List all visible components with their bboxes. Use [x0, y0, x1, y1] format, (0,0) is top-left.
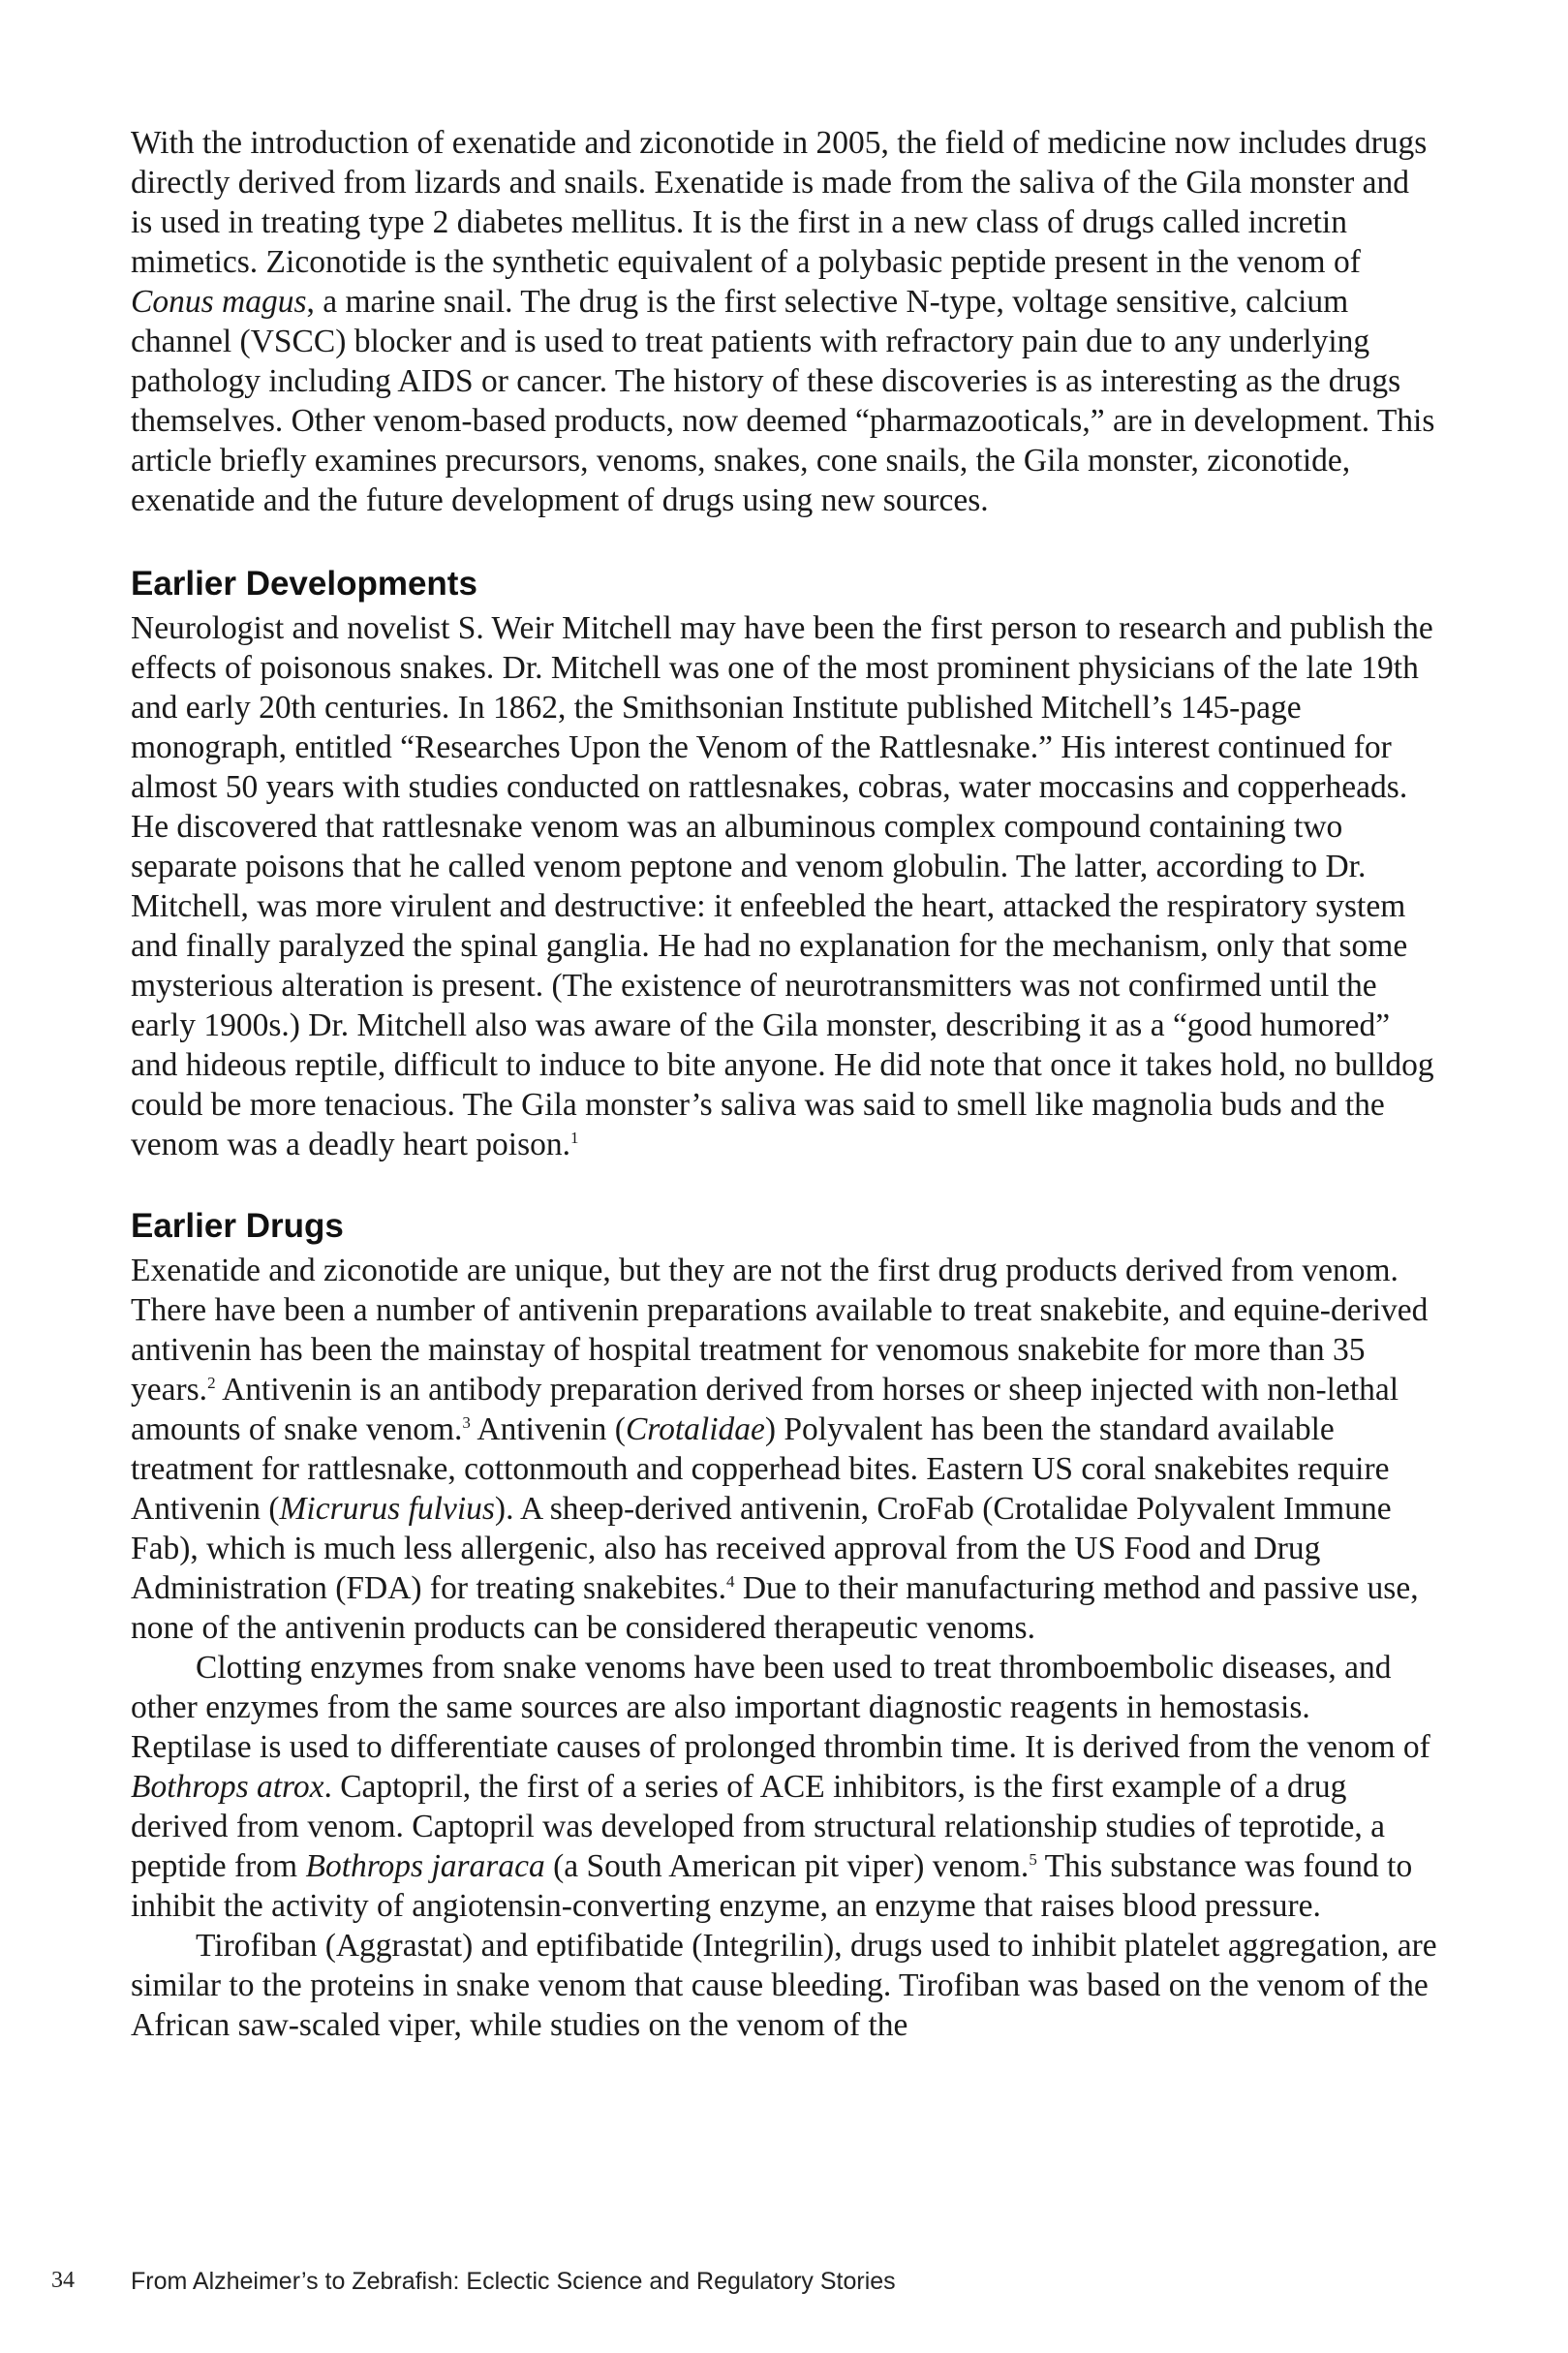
- species-name: Conus magus: [131, 284, 307, 320]
- section-heading-earlier-drugs: Earlier Drugs: [131, 1207, 344, 1245]
- page-number: 34: [51, 2268, 75, 2293]
- running-title: From Alzheimer’s to Zebrafish: Eclectic Science and Regulatory Stories: [131, 2268, 896, 2295]
- section-heading-earlier-developments: Earlier Developments: [131, 565, 477, 603]
- page-footer: [0, 2268, 1568, 2307]
- footnote-ref: 3: [462, 1412, 471, 1432]
- section2-paragraph-3: Tirofiban (Aggrastat) and eptifibatide (Integrilin), drugs used to inhibit platelet aggregation, are similar to the proteins in snake venom that cause bleeding. Tirofiban was based on the venom of the African saw-scaled viper, while studies on the venom of the: [131, 1928, 1437, 2043]
- footnote-ref: 4: [725, 1571, 735, 1591]
- section2-paragraph-1: Exenatide and ziconotide are unique, but they are not the first drug products derived from venom. There have been a number of antivenin preparations available to treat snakebite, and equine-derived antivenin has been the mainstay of hospital treatment for venomous snakebite for more than 35 years.$^2$ Antivenin is an antibody preparation derived from horses or sheep injected with non-lethal amounts of snake venom.$^3$ Antivenin (Crotalidae) Polyvalent has been the standard available treatment for rattlesnake, cottonmouth and copperhead bites. Eastern US coral snakebites require Antivenin (Micrurus fulvius). A sheep-derived antivenin, CroFab (Crotalidae Polyvalent Immune Fab), which is much less allergenic, also has received approval from the US Food and Drug Administration (FDA) for treating snakebites.$^4$ Due to their manufacturing method and passive use, none of the antivenin products can be considered therapeutic venoms.: [131, 1253, 1429, 1646]
- page-body: [131, 123, 1438, 2045]
- intro-paragraph: With the introduction of exenatide and ziconotide in 2005, the field of medicine now includes drugs directly derived from lizards and snails. Exenatide is made from the saliva of the Gila monster and is used in treating type 2 diabetes mellitus. It is the first in a new class of drugs called incretin mimetics. Ziconotide is the synthetic equivalent of a polybasic peptide present in the venom of Conus magus, a marine snail. The drug is the first selective N-type, voltage sensitive, calcium channel (VSCC) blocker and is used to treat patients with refractory pain due to any underlying pathology including AIDS or cancer. The history of these discoveries is as interesting as the drugs themselves. Other venom-based products, now deemed “pharmazooticals,” are in development. This article briefly examines precursors, venoms, snakes, cone snails, the Gila monster, ziconotide, exenatide and the future development of drugs using new sources.: [131, 125, 1435, 518]
- species-name: Micrurus fulvius: [279, 1491, 495, 1527]
- species-name: Bothrops atrox: [131, 1769, 324, 1805]
- section1-paragraph: Neurologist and novelist S. Weir Mitchell may have been the first person to research and publish the effects of poisonous snakes. Dr. Mitchell was one of the most prominent physicians of the late 19th and early 20th centuries. In 1862, the Smithsonian Institute published Mitchell’s 145-page monograph, entitled “Researches Upon the Venom of the Rattlesnake.” His interest continued for almost 50 years with studies conducted on rattlesnakes, cobras, water moccasins and copperheads. He discovered that rattlesnake venom was an albuminous complex compound containing two separate poisons that he called venom peptone and venom globulin. The latter, according to Dr. Mitchell, was more virulent and destructive: it enfeebled the heart, attacked the respiratory system and finally paralyzed the spinal ganglia. He had no explanation for the mechanism, only that some mysterious alteration is present. (The existence of neurotransmitters was not confirmed until the early 1900s.) Dr. Mitchell also was aware of the Gila monster, describing it as a “good humored” and hideous reptile, difficult to induce to bite anyone. He did note that once it takes hold, no bulldog could be more tenacious. The Gila monster’s saliva was said to smell like magnolia buds and the venom was a deadly heart poison.$^1$: [131, 610, 1434, 1162]
- section2-paragraph-2: Clotting enzymes from snake venoms have been used to treat thromboembolic diseases, and other enzymes from the same sources are also important diagnostic reagents in hemostasis. Reptilase is used to differentiate causes of prolonged thrombin time. It is derived from the venom of Bothrops atrox. Captopril, the first of a series of ACE inhibitors, is the first example of a drug derived from venom. Captopril was developed from structural relationship studies of teprotide, a peptide from Bothrops jararaca (a South American pit viper) venom.$^5$ This substance was found to inhibit the activity of angiotensin-converting enzyme, an enzyme that raises blood pressure.: [131, 1650, 1430, 1924]
- footnote-ref: 1: [569, 1128, 579, 1147]
- species-name: Crotalidae: [625, 1411, 765, 1447]
- footnote-ref: 2: [207, 1373, 216, 1392]
- species-name: Bothrops jararaca: [305, 1848, 545, 1884]
- footnote-ref: 5: [1029, 1849, 1037, 1869]
